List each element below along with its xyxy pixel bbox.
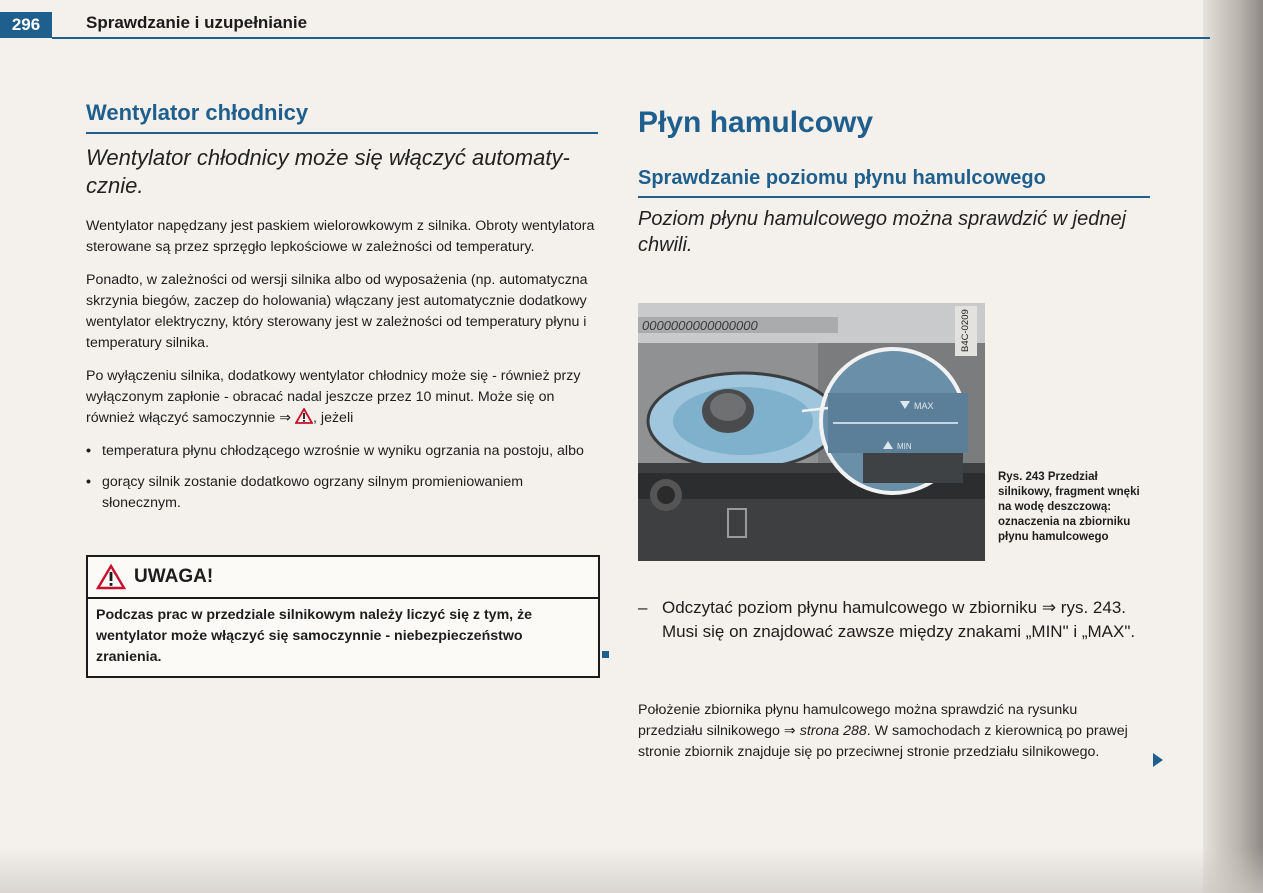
section-end-marker	[602, 651, 609, 658]
warning-header	[88, 557, 598, 599]
header-rule	[52, 37, 1210, 39]
subsection-rule	[638, 196, 1150, 198]
warning-label: UWAGA!	[134, 566, 214, 587]
warning-triangle-icon	[96, 564, 126, 590]
paragraph: Wentylator napędzany jest paskiem wielorowkowym z silnika. Obroty wentylatora sterowane są przez sprzęgło lepkościowe w zależności od temperatury.	[86, 218, 595, 255]
paragraph: Ponadto, w zależności od wersji silnika albo od wyposażenia (np. automatyczna skrzynia biegów, zaczep do holowania) włączany jest automatycznie dodatkowy wentylator elektryczny, który sterowany jest w zależności od temperatury płynu i temperatury silnika.	[86, 272, 588, 351]
figure-caption: Rys. 243 Przedział silnikowy, fragment wnęki na wodę deszczową: oznaczenia na zbiorniku płynu hamulcowego	[998, 471, 1140, 543]
step-text: Odczytać poziom płynu hamulcowego w zbiorniku ⇒ rys. 243. Musi się on znajdować zawsze między znakami „MIN" i „MAX".	[662, 598, 1136, 641]
section-title: Wentylator chłodnicy	[86, 100, 309, 125]
left-column	[86, 100, 598, 524]
cross-reference-arrow: ⇒	[279, 410, 292, 426]
figure-max-mark: MAX	[914, 401, 934, 411]
chapter-title: Płyn hamulcowy	[638, 106, 874, 139]
subsection-lead: Poziom płynu hamulcowego można sprawdzić w jednej chwili.	[638, 208, 1127, 256]
right-column	[638, 106, 1150, 258]
continue-arrow-icon	[1152, 752, 1164, 768]
running-header: Sprawdzanie i uzupełnianie	[86, 13, 308, 32]
page-bottom-shadow	[0, 847, 1263, 893]
page-number: 296	[0, 12, 52, 38]
paragraph	[638, 700, 1138, 763]
page-gutter-shadow	[1203, 0, 1263, 893]
paragraph	[86, 366, 598, 429]
warning-box	[86, 555, 600, 678]
warning-triangle-icon	[295, 408, 313, 424]
page-reference: strona 288	[799, 723, 867, 740]
paragraph-text: Położenie zbiornika płynu hamulcowego można sprawdzić na rysunku przedziału silnikowego ⇒	[638, 702, 1078, 740]
bullet-text: temperatura płynu chłodzącego wzrośnie w wyniku ogrzania na postoju, albo	[102, 443, 584, 459]
instruction-step	[638, 596, 1138, 644]
figure-min-mark: MIN	[897, 442, 912, 451]
bullet-item: • temperatura płynu chłodzącego wzrośnie w wyniku ogrzania na postoju, albo	[86, 443, 584, 459]
figure-code: B4C-0209	[955, 306, 977, 356]
paragraph-text: . W samochodach z kierownicą po prawej stronie zbiornik znajduje się po przeciwnej stronie przedziału silnikowego.	[638, 723, 1128, 761]
paragraph-text: , jeżeli	[313, 410, 354, 426]
step-dash: –	[638, 598, 648, 617]
warning-text: Podczas prac w przedziale silnikowym należy liczyć się z tym, że wentylator może włączyć się samoczynnie - niebezpieczeństwo zranienia.	[96, 607, 533, 665]
engine-bay-figure	[638, 303, 985, 561]
section-lead: Wentylator chłodnicy może się włączyć automatycznie.	[86, 145, 570, 198]
section-rule	[86, 132, 598, 134]
svg-text:0000000000000000: 0000000000000000	[642, 318, 758, 333]
bullet-text: gorący silnik zostanie dodatkowo ogrzany silnym promieniowaniem słonecznym.	[102, 474, 524, 511]
paragraph-text: Po wyłączeniu silnika, dodatkowy wentylator chłodnicy może się - również przy wyłączonym zapłonie - obracać nadal jeszcze przez 10 minut. Może się on również włączyć samoczynnie	[86, 368, 581, 426]
bullet-item: • gorący silnik zostanie dodatkowo ogrzany silnym promieniowaniem słonecznym.	[86, 474, 524, 511]
subsection-title: Sprawdzanie poziomu płynu hamulcowego	[638, 167, 1046, 189]
